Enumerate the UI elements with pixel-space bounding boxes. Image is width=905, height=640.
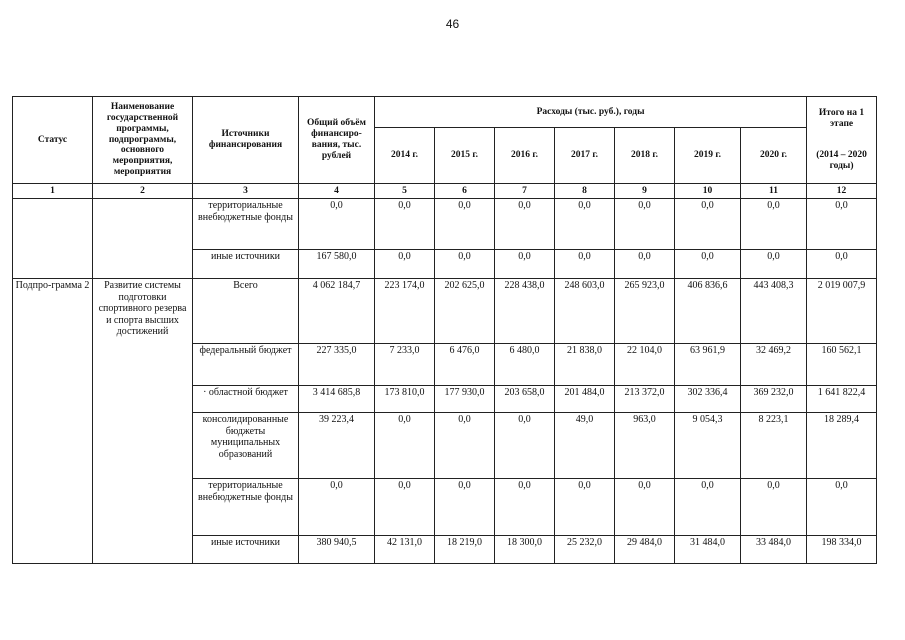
value-cell: 2 019 007,9 [807, 279, 877, 344]
value-cell: 49,0 [555, 413, 615, 479]
value-cell: 0,0 [741, 479, 807, 536]
value-cell: 380 940,5 [299, 536, 375, 564]
value-cell: 3 414 685,8 [299, 386, 375, 413]
value-cell: 0,0 [435, 250, 495, 279]
header-year: 2019 г. [675, 128, 741, 184]
value-cell: 0,0 [375, 199, 435, 250]
value-cell: 32 469,2 [741, 344, 807, 386]
value-cell: 198 334,0 [807, 536, 877, 564]
source-cell: консолидированные бюджеты муниципальных образований [193, 413, 299, 479]
value-cell: 22 104,0 [615, 344, 675, 386]
source-cell: иные источники [193, 250, 299, 279]
value-cell: 29 484,0 [615, 536, 675, 564]
value-cell: 227 335,0 [299, 344, 375, 386]
stage-total-period: (2014 – 2020 годы) [816, 150, 867, 171]
subprogram-name: Развитие системы подготовки спортивного резерва и спорта высших достижений [93, 279, 193, 564]
name-cell-empty [93, 199, 193, 279]
value-cell: 248 603,0 [555, 279, 615, 344]
financing-table [12, 96, 877, 564]
value-cell: 0,0 [435, 479, 495, 536]
column-numbers-row [13, 184, 877, 199]
header-stage-total [807, 97, 877, 184]
value-cell: 6 480,0 [495, 344, 555, 386]
value-cell: 213 372,0 [615, 386, 675, 413]
value-cell: 0,0 [435, 199, 495, 250]
value-cell: 0,0 [615, 479, 675, 536]
header-expenses: Расходы (тыс. руб.), годы [375, 97, 807, 128]
value-cell: 0,0 [555, 250, 615, 279]
value-cell: 9 054,3 [675, 413, 741, 479]
value-cell: 369 232,0 [741, 386, 807, 413]
value-cell: 25 232,0 [555, 536, 615, 564]
value-cell: 0,0 [299, 199, 375, 250]
source-cell: территориальные внебюджетные фонды [193, 199, 299, 250]
column-number: 4 [299, 184, 375, 199]
header-status: Статус [13, 97, 93, 184]
value-cell: 177 930,0 [435, 386, 495, 413]
column-number: 9 [615, 184, 675, 199]
value-cell: 963,0 [615, 413, 675, 479]
value-cell: 0,0 [675, 250, 741, 279]
value-cell: 0,0 [615, 250, 675, 279]
value-cell: 0,0 [375, 250, 435, 279]
value-cell: 202 625,0 [435, 279, 495, 344]
header-sources: Источники финансирования [193, 97, 299, 184]
value-cell: 0,0 [675, 199, 741, 250]
value-cell: 201 484,0 [555, 386, 615, 413]
table-row [13, 279, 877, 344]
value-cell: 173 810,0 [375, 386, 435, 413]
column-number: 7 [495, 184, 555, 199]
value-cell: 0,0 [495, 479, 555, 536]
source-cell: · областной бюджет [193, 386, 299, 413]
header-year: 2014 г. [375, 128, 435, 184]
value-cell: 0,0 [807, 199, 877, 250]
value-cell: 0,0 [495, 413, 555, 479]
source-cell: иные источники [193, 536, 299, 564]
column-number: 3 [193, 184, 299, 199]
value-cell: 228 438,0 [495, 279, 555, 344]
header-year: 2018 г. [615, 128, 675, 184]
stage-total-title: Итого на 1 этапе [818, 108, 865, 130]
value-cell: 0,0 [299, 479, 375, 536]
column-number: 2 [93, 184, 193, 199]
value-cell: 6 476,0 [435, 344, 495, 386]
value-cell: 0,0 [495, 250, 555, 279]
value-cell: 18 300,0 [495, 536, 555, 564]
value-cell: 0,0 [741, 199, 807, 250]
value-cell: 0,0 [555, 479, 615, 536]
value-cell: 406 836,6 [675, 279, 741, 344]
value-cell: 0,0 [555, 199, 615, 250]
value-cell: 42 131,0 [375, 536, 435, 564]
column-number: 1 [13, 184, 93, 199]
value-cell: 0,0 [495, 199, 555, 250]
subprogram-status: Подпро-грамма 2 [13, 279, 93, 564]
value-cell: 0,0 [375, 479, 435, 536]
column-number: 10 [675, 184, 741, 199]
header-total: Общий объём финансиро-вания, тыс. рублей [299, 97, 375, 184]
value-cell: 0,0 [615, 199, 675, 250]
value-cell: 0,0 [807, 479, 877, 536]
column-number: 8 [555, 184, 615, 199]
value-cell: 265 923,0 [615, 279, 675, 344]
value-cell: 167 580,0 [299, 250, 375, 279]
source-cell: территориальные внебюджетные фонды [193, 479, 299, 536]
value-cell: 223 174,0 [375, 279, 435, 344]
status-cell-empty [13, 199, 93, 279]
source-cell: Всего [193, 279, 299, 344]
value-cell: 0,0 [741, 250, 807, 279]
value-cell: 203 658,0 [495, 386, 555, 413]
value-cell: 443 408,3 [741, 279, 807, 344]
value-cell: 0,0 [807, 250, 877, 279]
value-cell: 63 961,9 [675, 344, 741, 386]
table-row [13, 199, 877, 250]
value-cell: 33 484,0 [741, 536, 807, 564]
header-year: 2017 г. [555, 128, 615, 184]
value-cell: 4 062 184,7 [299, 279, 375, 344]
value-cell: 0,0 [435, 413, 495, 479]
header-year: 2015 г. [435, 128, 495, 184]
value-cell: 21 838,0 [555, 344, 615, 386]
value-cell: 160 562,1 [807, 344, 877, 386]
column-number: 11 [741, 184, 807, 199]
value-cell: 18 219,0 [435, 536, 495, 564]
header-name: Наименование государственной программы, подпрограммы, основного мероприятия, мероприятия [93, 97, 193, 184]
value-cell: 0,0 [675, 479, 741, 536]
value-cell: 18 289,4 [807, 413, 877, 479]
value-cell: 8 223,1 [741, 413, 807, 479]
column-number: 6 [435, 184, 495, 199]
value-cell: 39 223,4 [299, 413, 375, 479]
column-number: 5 [375, 184, 435, 199]
value-cell: 7 233,0 [375, 344, 435, 386]
value-cell: 0,0 [375, 413, 435, 479]
source-cell: федеральный бюджет [193, 344, 299, 386]
header-year: 2016 г. [495, 128, 555, 184]
page-number: 46 [445, 17, 460, 31]
value-cell: 31 484,0 [675, 536, 741, 564]
column-number: 12 [807, 184, 877, 199]
value-cell: 1 641 822,4 [807, 386, 877, 413]
value-cell: 302 336,4 [675, 386, 741, 413]
header-year: 2020 г. [741, 128, 807, 184]
